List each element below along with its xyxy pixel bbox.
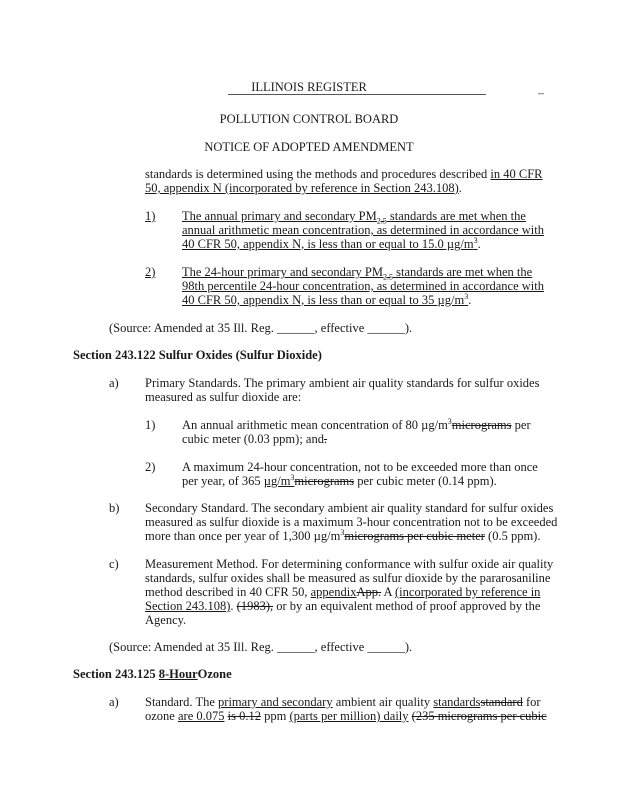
source-note-2: (Source: Amended at 35 Ill. Reg. ______, effective ______). — [109, 640, 413, 654]
pm-item-1-line-1: The annual primary and secondary $PM_{2.5}$ standards are met when the — [182, 209, 526, 226]
source-note-1: (Source: Amended at 35 Ill. Reg. ______, effective ______). — [109, 321, 413, 335]
sec122-a1-line-2: cubic meter (0.03 ppm); and. — [182, 432, 328, 446]
sec122-a1-label: 1) — [145, 418, 156, 432]
pm-item-2-line-1: The 24-hour primary and secondary $PM_{2.5}$ standards are met when the — [182, 265, 533, 282]
pm-item-2-number: 2) — [145, 265, 156, 279]
pm-item-1-number: 1) — [145, 209, 156, 223]
section-243-122-title: Section 243.122 Sulfur Oxides (Sulfur Dioxide) — [73, 348, 322, 362]
pm-item-2-line-2: 98th percentile 24-hour concentration, as determined in accordance with — [182, 279, 545, 293]
sec122-b-line-1: Secondary Standard. The secondary ambient air quality standard for sulfur oxides — [145, 501, 554, 515]
sec122-a-line-1: Primary Standards. The primary ambient air quality standards for sulfur oxides — [145, 376, 540, 390]
pm-item-1-line-3: 40 CFR 50, appendix N, is less than or equal to 15.0 $\mu g/m^3$. — [182, 235, 481, 251]
sec122-c-line-4: Section 243.108). (1983), or by an equivalent method of proof approved by the — [145, 599, 541, 613]
pm-item-2-line-3: 40 CFR 50, appendix N, is less than or equal to 35 $\mu g/m^3$. — [182, 291, 472, 307]
sec122-c-line-2: standards, sulfur oxides shall be measured as sulfur dioxide by the pararosaniline — [145, 571, 551, 585]
sec122-a-line-2: measured as sulfur dioxide are: — [145, 390, 302, 404]
cont-line-2: 50, appendix N (incorporated by reference in Section 243.108). — [145, 181, 462, 195]
header-rule — [228, 94, 486, 95]
register-title: ILLINOIS REGISTER — [251, 80, 367, 94]
sec122-a-label: a) — [109, 376, 119, 390]
sec122-a2-label: 2) — [145, 460, 156, 474]
sec125-a-line-2: ozone are 0.075 is 0.12 ppm (parts per million) daily (235 micrograms per cubic — [145, 709, 547, 723]
sec125-a-line-1: Standard. The primary and secondary ambient air quality standardsstandard for — [145, 695, 541, 709]
sec125-a-label: a) — [109, 695, 119, 709]
cont-line-1: standards is determined using the methods and procedures described in 40 CFR — [145, 167, 543, 181]
sec122-b-label: b) — [109, 501, 120, 515]
sec122-c-line-5: Agency. — [145, 613, 187, 627]
notice-title: NOTICE OF ADOPTED AMENDMENT — [204, 140, 414, 154]
board-title: POLLUTION CONTROL BOARD — [219, 112, 399, 126]
pm-item-1-line-2: annual arithmetic mean concentration, as determined in accordance with — [182, 223, 544, 237]
page-mark: -- — [538, 88, 544, 98]
sec122-c-line-3: method described in 40 CFR 50, appendixApp. A (incorporated by reference in — [145, 585, 541, 599]
sec122-c-label: c) — [109, 557, 119, 571]
sec122-b-line-3: more than once per year of 1,300 $\mu g/m^3micrograms$ per cubic meter (0.5 ppm). — [145, 527, 541, 543]
sec122-a2-line-1: A maximum 24-hour concentration, not to be exceeded more than once — [182, 460, 538, 474]
sec122-a1-line-1: An annual arithmetic mean concentration of 80 $\mu g/m^3micrograms$ per — [182, 416, 531, 432]
sec122-a2-line-2: per year, of 365 $\mu g/m^3micrograms$ per cubic meter (0.14 ppm). — [182, 472, 497, 488]
sec122-b-line-2: measured as sulfur dioxide is a maximum 3-hour concentration not to be exceeded — [145, 515, 558, 529]
sec122-c-line-1: Measurement Method. For determining conformance with sulfur oxide air quality — [145, 557, 554, 571]
section-243-125-title: Section 243.125 8-HourOzone — [73, 667, 232, 681]
